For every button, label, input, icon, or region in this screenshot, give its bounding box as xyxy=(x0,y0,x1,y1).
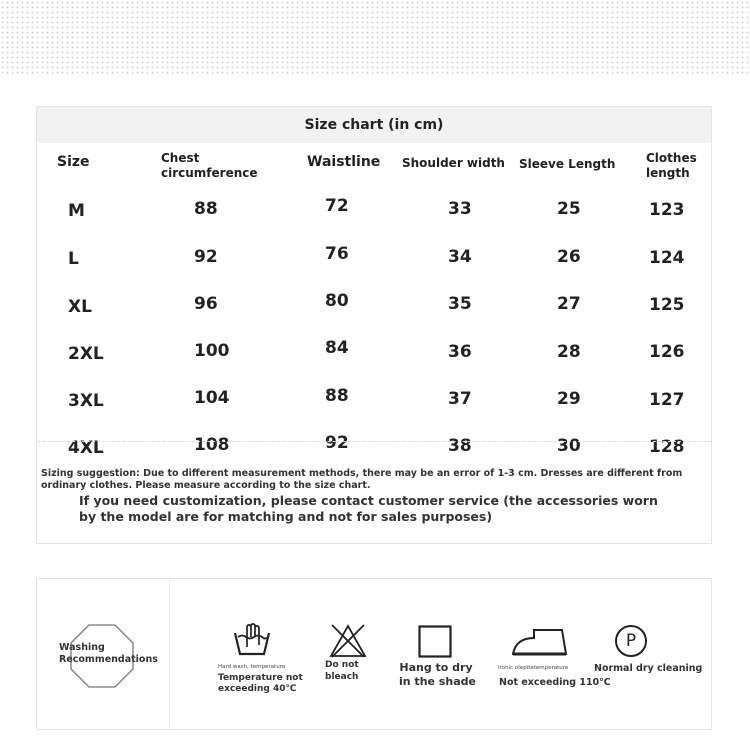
hand-wash-icon xyxy=(233,623,271,657)
row-sleeve: 26 xyxy=(557,247,581,267)
header-length xyxy=(646,151,697,181)
header-size: Size xyxy=(57,154,90,170)
row-sleeve: 28 xyxy=(557,342,581,362)
header-chest-line1: Chest xyxy=(161,151,200,165)
hand-wash-small-label: Hard wash, temperature xyxy=(218,664,286,670)
header-shoulder: Shoulder width xyxy=(402,156,505,170)
row-chest: 108 xyxy=(194,435,230,455)
iron-small-label: Ironic olepitetemperature xyxy=(498,665,569,671)
hand-wash-label-line1: Temperature not xyxy=(218,673,303,683)
row-sleeve: 25 xyxy=(557,199,581,219)
row-waist: 76 xyxy=(325,244,349,264)
header-chest xyxy=(161,151,258,181)
sizing-suggestion: Sizing suggestion: Due to different measurement methods, there may be an error of 1-3 cm. Dresses are different from ordinary clothes. Please measure according to the size chart. xyxy=(41,468,683,491)
washing-separator xyxy=(169,579,170,729)
hand-wash-label xyxy=(218,673,303,695)
row-chest: 88 xyxy=(194,199,218,219)
row-waist: 84 xyxy=(325,338,349,358)
row-size: L xyxy=(68,249,79,269)
row-length: 125 xyxy=(649,295,685,315)
washing-card xyxy=(36,578,712,730)
hand-wash-label-line2: exceeding 40℃ xyxy=(218,684,297,694)
row-size: 3XL xyxy=(68,391,104,411)
row-size: 2XL xyxy=(68,344,104,364)
header-sleeve: Sleeve Length xyxy=(519,157,616,171)
row-sleeve: 30 xyxy=(557,436,581,456)
washing-title xyxy=(59,642,158,666)
row-shoulder: 34 xyxy=(448,247,472,267)
row-length: 128 xyxy=(649,437,685,457)
row-shoulder: 37 xyxy=(448,389,472,409)
dry-in-shade-label xyxy=(399,661,476,689)
do-not-bleach-line1: Do not xyxy=(325,660,359,670)
dotted-header-pattern xyxy=(0,0,750,76)
row-length: 123 xyxy=(649,200,685,220)
header-chest-line2: circumference xyxy=(161,166,258,180)
row-size: 4XL xyxy=(68,438,104,458)
row-length: 124 xyxy=(649,248,685,268)
row-length: 127 xyxy=(649,390,685,410)
customization-note: If you need customization, please contact customer service (the accessories worn by the model are for matching and not for sales purposes) xyxy=(79,493,658,524)
row-chest: 92 xyxy=(194,247,218,267)
row-shoulder: 38 xyxy=(448,436,472,456)
dry-in-shade-icon xyxy=(418,625,452,658)
do-not-bleach-line2: bleach xyxy=(325,672,359,682)
iron-label: Not exceeding 110℃ xyxy=(499,677,611,688)
row-shoulder: 33 xyxy=(448,199,472,219)
header-waistline: Waistline xyxy=(307,154,381,170)
row-waist: 92 xyxy=(325,433,349,453)
row-shoulder: 36 xyxy=(448,342,472,362)
header-length-line1: Clothes xyxy=(646,151,697,165)
do-not-bleach-icon xyxy=(329,623,367,658)
washing-title-line1: Washing xyxy=(59,642,105,653)
table-divider xyxy=(37,441,711,442)
dry-in-shade-line1: Hang to dry xyxy=(399,661,473,674)
washing-title-line2: Recommendations xyxy=(59,654,158,665)
row-sleeve: 29 xyxy=(557,389,581,409)
header-length-line2: length xyxy=(646,166,690,180)
row-shoulder: 35 xyxy=(448,294,472,314)
row-waist: 80 xyxy=(325,291,349,311)
row-length: 126 xyxy=(649,342,685,362)
row-sleeve: 27 xyxy=(557,294,581,314)
size-chart-title: Size chart (in cm) xyxy=(37,107,711,143)
iron-icon xyxy=(510,626,570,658)
row-size: M xyxy=(68,201,85,221)
row-chest: 104 xyxy=(194,388,230,408)
row-waist: 88 xyxy=(325,386,349,406)
row-size: XL xyxy=(68,297,92,317)
row-chest: 100 xyxy=(194,341,230,361)
dry-in-shade-line2: in the shade xyxy=(399,675,476,688)
row-chest: 96 xyxy=(194,294,218,314)
dry-clean-label: Normal dry cleaning xyxy=(594,663,703,674)
size-chart-card xyxy=(36,106,712,544)
row-waist: 72 xyxy=(325,196,349,216)
do-not-bleach-label xyxy=(325,659,359,683)
dry-clean-icon: P xyxy=(615,625,647,657)
